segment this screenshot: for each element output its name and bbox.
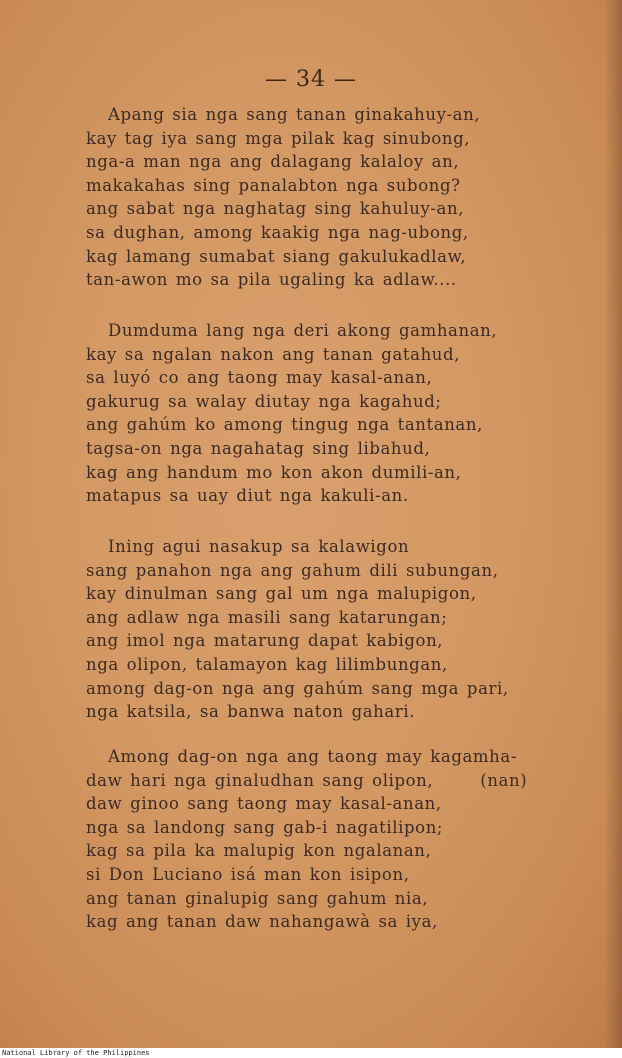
library-watermark: National Library of the Philippines <box>2 1049 150 1057</box>
verse-line: makakahas sing panalabton nga subong? <box>86 175 461 195</box>
verse-line: kag sa pila ka malupig kon ngalanan, <box>86 841 432 861</box>
verse-line: ang adlaw nga masili sang katarungan; <box>86 607 448 627</box>
verse-line: tan-awon mo sa pila ugaling ka adlaw.... <box>86 270 457 290</box>
verse-line: matapus sa uay diut nga kakuli-an. <box>86 486 409 506</box>
verse-line: kag lamang sumabat siang gakulukadlaw, <box>86 246 467 266</box>
verse-line: Ining agui nasakup sa kalawigon <box>108 537 410 556</box>
verse-line: sa dughan, among kaakig nga nag-ubong, <box>86 222 469 242</box>
verse-line: daw ginoo sang taong may kasal-anan, <box>86 794 442 814</box>
stanza-3 <box>86 535 606 724</box>
stanza-4 <box>86 745 606 934</box>
page-number: — 34 — <box>265 67 357 92</box>
stanza-1 <box>86 103 606 292</box>
verse-line: ang sabat nga naghatag sing kahuluy-an, <box>86 199 465 219</box>
stanza-2 <box>86 319 606 508</box>
verse-line: tagsa-on nga nagahatag sing libahud, <box>86 438 431 458</box>
verse-line: si Don Luciano isá man kon isipon, <box>86 864 410 884</box>
verse-line: ang gahúm ko among tingug nga tantanan, <box>86 415 483 435</box>
verse-line: sa luyó co ang taong may kasal-anan, <box>86 368 433 388</box>
verse-line: daw hari nga ginaludhan sang olipon, (nan) <box>86 770 528 790</box>
verse-line: ang tanan ginalupig sang gahum nia, <box>86 888 429 908</box>
verse-line: among dag-on nga ang gahúm sang mga pari, <box>86 678 509 698</box>
verse-line: kag ang tanan daw nahangawà sa iya, <box>86 912 438 932</box>
verse-line: ang imol nga matarung dapat kabigon, <box>86 631 444 651</box>
verse-line: kay dinulman sang gal um nga malupigon, <box>86 584 477 604</box>
verse-line: nga olipon, talamayon kag lilimbungan, <box>86 654 448 674</box>
verse-line: gakurug sa walay diutay nga kagahud; <box>86 391 442 411</box>
verse-line: sang panahon nga ang gahum dili subungan, <box>86 560 499 580</box>
verse-line: Dumduma lang nga deri akong gamhanan, <box>108 321 498 340</box>
verse-line: kay sa ngalan nakon ang tanan gatahud, <box>86 344 461 364</box>
verse-line: nga sa landong sang gab-i nagatilipon; <box>86 817 444 837</box>
verse-line: Among dag-on nga ang taong may kagamha- <box>108 747 518 766</box>
verse-line: nga-a man nga ang dalagang kalaloy an, <box>86 152 460 172</box>
verse-line: kag ang handum mo kon akon dumili-an, <box>86 462 462 482</box>
verse-line: nga katsila, sa banwa naton gahari. <box>86 702 416 722</box>
verse-line: Apang sia nga sang tanan ginakahuy-an, <box>108 105 481 124</box>
verse-line: kay tag iya sang mga pilak kag sinubong, <box>86 128 471 148</box>
